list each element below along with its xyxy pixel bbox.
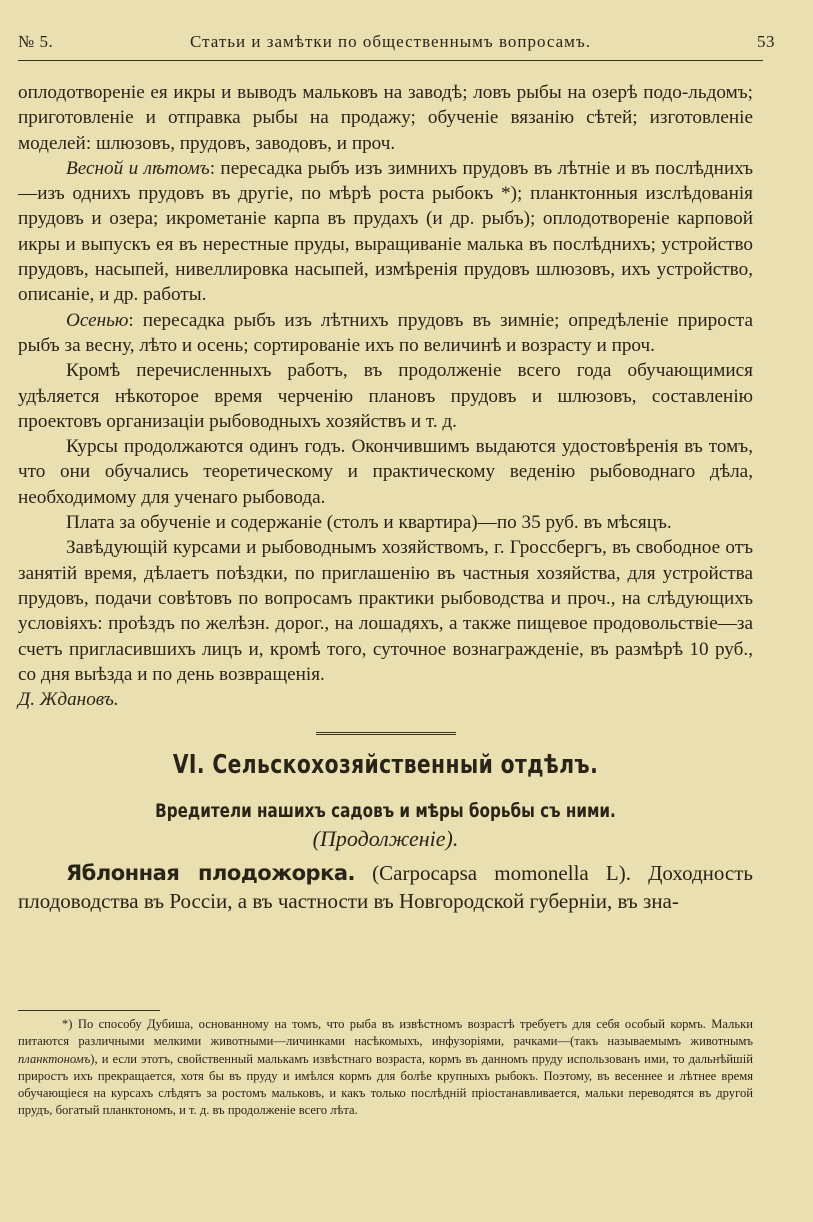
article-title: Вредители нашихъ садовъ и мѣры борьбы съ ними. — [155, 799, 616, 822]
footnote-text-part: ), и если этотъ, свойственный малькамъ извѣстнаго возраста, кормъ въ данномъ пруду использованъ ими, то дальнѣйшій приростъ ихъ прекращается, хотя бы въ пруду и имѣлся кормъ для болѣе крупныхъ рыбокъ. Поэтому, въ весеннее и лѣтнее время обучающіеся на курсахъ слѣдятъ за ростомъ мальковъ, и какъ только послѣдній пріостанавливается, мальки переводятся въ другой прудъ, богатый планктономъ, и т. д. въ продолженіе всего лѣта. — [18, 1051, 753, 1118]
paragraph: оплодотвореніе ея икры и выводъ мальковъ на заводѣ; ловъ рыбы на озерѣ подо-льдомъ; приготовленіе и отправка рыбы на продажу; обученіе вязанію сѣтей; изготовленіе моделей: шлюзовъ, прудовъ, заводовъ, и проч. — [18, 82, 753, 154]
issue-number: № 5. — [18, 32, 54, 51]
author-signature: Д. Ждановъ. — [18, 689, 119, 711]
footnote — [18, 1016, 753, 1120]
running-header — [18, 32, 775, 54]
paragraph-text: : пересадка рыбъ изъ зимнихъ прудовъ въ лѣтніе и въ послѣднихъ—изъ однихъ прудовъ въ другіе, по мѣрѣ роста рыбокъ *); планктонныя изслѣдованія прудовъ и озера; икрометаніе карпа въ прудахъ (и др. рыбъ); оплодотвореніе карповой икры и выпускъ ея въ нерестные пруды, выращиваніе малька въ послѣднихъ; устройство прудовъ, насыпей, нивеллировка насыпей, измѣренія прудовъ шлюзовъ, ихъ устройство, описаніе, и др. работы. — [18, 157, 754, 306]
paragraph — [18, 859, 753, 915]
page-number: 53 — [757, 32, 775, 51]
paragraph — [18, 308, 753, 359]
continuation-note: (Продолженіе). — [312, 826, 459, 852]
article-body — [18, 80, 753, 915]
paragraph: Завѣдующій курсами и рыбоводнымъ хозяйствомъ, г. Гроссбергъ, въ свободное отъ занятій время, дѣлаетъ поѣздки, по приглашенію въ частныя хозяйства, для устройства прудовъ, подачи совѣтовъ по вопросамъ практики рыбоводства и проч., на слѣдующихъ условіяхъ: проѣздъ по желѣзн. дорог., на лошадяхъ, а также пищевое продовольствіе—за счетъ пригласившихъ лицъ и, кромѣ того, суточное вознагражденіе, въ размѣрѣ 10 руб., со дня выѣзда и по день возвращенія. — [18, 537, 753, 685]
footnote-text — [18, 1016, 753, 1120]
running-title: Статьи и замѣтки по общественнымъ вопросамъ. — [190, 32, 591, 51]
section-separator — [316, 732, 456, 735]
season-heading: Весной и лѣтомъ — [66, 157, 210, 179]
season-heading: Осенью — [66, 309, 129, 331]
section-title: VI. Сельскохозяйственный отдѣлъ. — [172, 750, 599, 781]
paragraph-text: (Carpocapsa momonella L). Доходность плодоводства въ Россіи, а въ частности въ Новгородской губерніи, въ зна- — [18, 861, 754, 914]
paragraph: Плата за обученіе и содержаніе (столъ и квартира)—по 35 руб. въ мѣсяцъ. — [66, 512, 672, 534]
footnote-italic: планктономъ — [18, 1051, 91, 1066]
header-rule — [18, 60, 763, 61]
footnote-rule — [18, 1010, 160, 1011]
paragraph: Курсы продолжаются одинъ годъ. Окончившимъ выдаются удостовѣренія въ томъ, что они обучались теоретическому и практическому веденію рыбоводнаго дѣла, необходимому для ученаго рыбовода. — [18, 436, 753, 508]
paragraph — [18, 156, 753, 308]
footnote-text-part: *) По способу Дубиша, основанному на томъ, что рыба въ извѣстномъ возрастѣ требуетъ для себя особый кормъ. Мальки питаются различными мелкими животными—личинками насѣкомыхъ, инфузоріями, рачками—(такъ называемымъ животнымъ — [18, 1017, 753, 1049]
paragraph: Кромѣ перечисленныхъ работъ, въ продолженіе всего года обучающимися удѣляется нѣкоторое время черченію плановъ прудовъ и шлюзовъ, составленію проектовъ организаціи рыбоводныхъ хозяйствъ и т. д. — [18, 360, 753, 432]
pest-name: Яблонная плодожорка. — [66, 861, 355, 886]
paragraph-text: : пересадка рыбъ изъ лѣтнихъ прудовъ въ зимніе; опредѣленіе прироста рыбъ за весну, лѣто и осень; сортированіе ихъ по величинѣ и возрасту и проч. — [18, 309, 753, 356]
